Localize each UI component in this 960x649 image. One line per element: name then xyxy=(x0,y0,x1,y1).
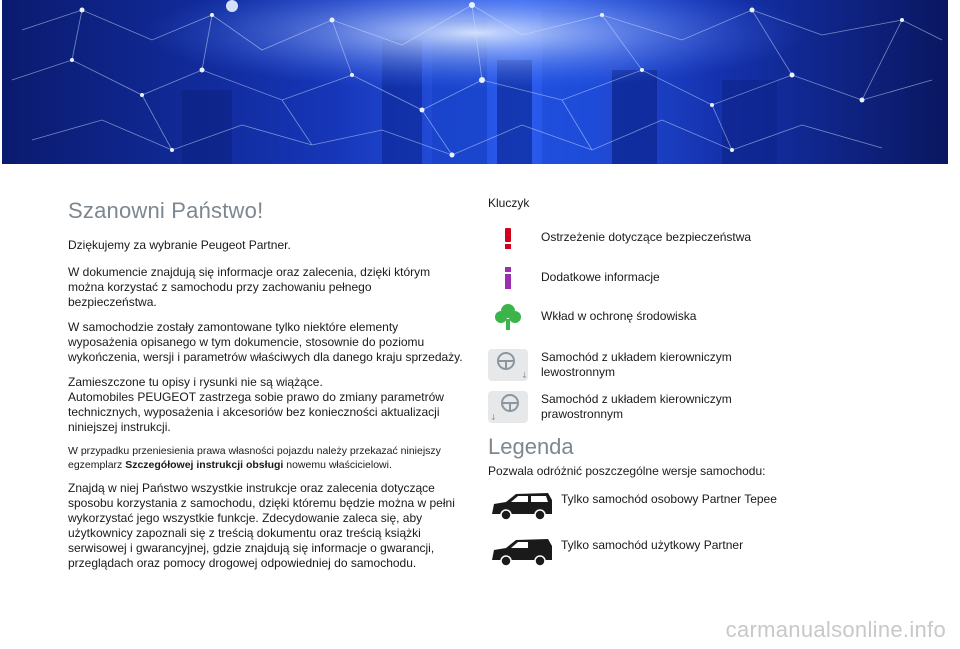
svg-text:↓: ↓ xyxy=(490,413,497,422)
key-item-label: Samochód z układem kierowniczym prawostronnym xyxy=(541,392,732,421)
right-hand-drive-icon xyxy=(488,392,528,422)
info-icon xyxy=(488,263,528,293)
key-title: Kluczyk xyxy=(488,196,530,210)
intro-paragraph-2: W dokumencie znajdują się informacje oraz zalecenia, dzięki którym można korzystać z samochodu przy zachowaniu pełnego bezpieczeństwa. xyxy=(68,265,431,309)
page-title: Szanowni Państwo! xyxy=(68,198,264,223)
legend-intro: Pozwala odróżnić poszczególne wersje samochodu: xyxy=(488,464,766,478)
warning-exclamation-icon xyxy=(488,224,528,254)
header-banner-image xyxy=(2,0,948,164)
legend-item-label: Tylko samochód osobowy Partner Tepee xyxy=(561,492,777,506)
legend-title: Legenda xyxy=(488,434,574,459)
introduction-column xyxy=(68,198,463,579)
intro-paragraph-5: Znajdą w niej Państwo wszystkie instrukcje oraz zalecenia dotyczące sposobu korzystania z samochodu, dzięki któremu będzie można w pełni wykorzystać jego wszystkie funkcje. Zdecydowanie zaleca się, aby użytkownicy zapoznali się z treścią dokumentu oraz treścią książki serwisowej i gwarancyjnej, gdzie znajdują się informacje o gwarancji, przeglądach oraz pomocy drogowej odpowiedniej do samochodu. xyxy=(68,481,455,570)
key-and-legend-column xyxy=(488,196,818,596)
intro-paragraph-3: W samochodzie zostały zamontowane tylko niektóre elementy wyposażenia opisanego w tym dokumencie, stosownie do poziomu wykończenia, wersji i parametrów właściwych dla danego kraju sprzedaży. xyxy=(68,320,463,364)
ownership-note-text-end: nowemu właścicielowi. xyxy=(283,459,392,471)
ownership-note-text: W przypadku przeniesienia prawa własności pojazdu należy przekazać niniejszy egzemplarz xyxy=(68,445,441,471)
utility-van-icon xyxy=(490,536,554,571)
left-hand-drive-icon xyxy=(488,350,528,380)
key-item-label: Samochód z układem kierowniczym lewostronnym xyxy=(541,350,732,379)
manual-name-bold: Szczegółowej instrukcji obsługi xyxy=(125,459,284,471)
legend-item-label: Tylko samochód użytkowy Partner xyxy=(561,538,744,552)
svg-text:↓: ↓ xyxy=(521,371,528,380)
environment-tree-icon xyxy=(488,302,528,332)
intro-paragraph-4a: Zamieszczone tu opisy i rysunki nie są wiążące. xyxy=(68,375,323,389)
ownership-transfer-note xyxy=(68,444,463,472)
watermark: carmanualsonline.info xyxy=(725,617,946,642)
intro-paragraph-4b: Automobiles PEUGEOT zastrzega sobie prawo do zmiany parametrów technicznych, wyposażenia i akcesoriów bez konieczności aktualizacji niniejszej instrukcji. xyxy=(68,390,444,434)
key-item-label: Wkład w ochronę środowiska xyxy=(541,309,697,323)
key-item-label: Dodatkowe informacje xyxy=(541,270,660,284)
passenger-car-icon xyxy=(490,490,554,525)
key-item-label: Ostrzeżenie dotyczące bezpieczeństwa xyxy=(541,230,752,244)
intro-paragraph-1: Dziękujemy za wybranie Peugeot Partner. xyxy=(68,238,291,252)
